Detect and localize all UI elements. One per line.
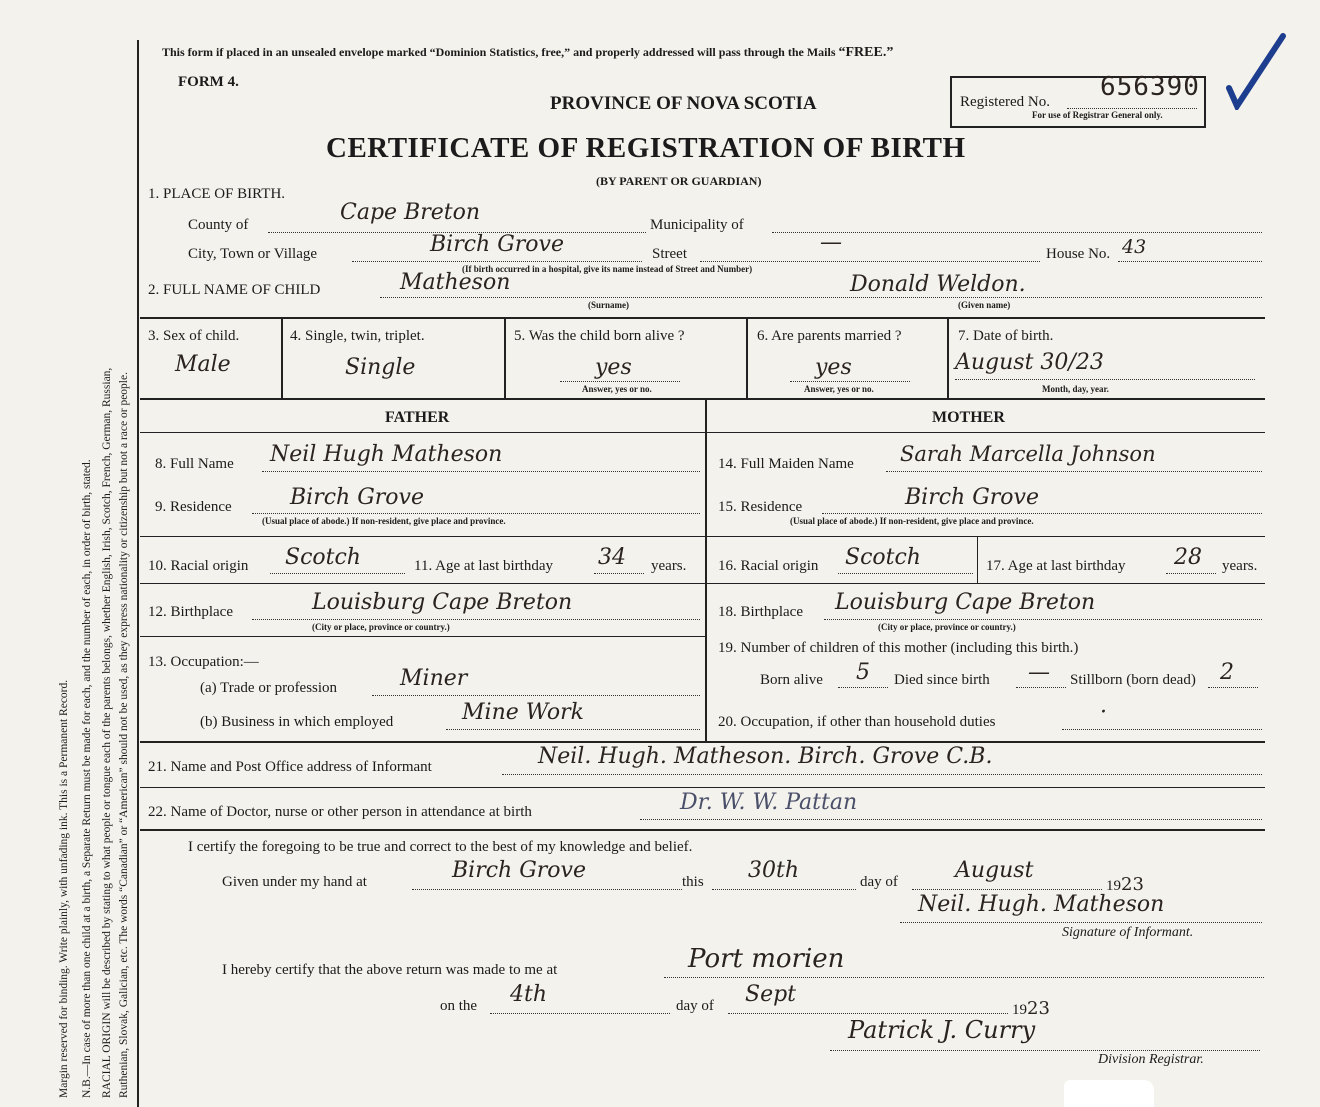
dob-label: 7. Date of birth. <box>958 328 1054 344</box>
stillborn-label: Stillborn (born dead) <box>1070 672 1196 688</box>
mother-residence-label: 15. Residence <box>718 499 803 515</box>
return-label: I hereby certify that the above return was made to me at <box>222 962 558 978</box>
father-birthplace-caption: (City or place, province or country.) <box>312 622 450 632</box>
father-name-value: Neil Hugh Matheson <box>270 442 503 467</box>
child-surname: Matheson <box>400 270 511 295</box>
father-race-value: Scotch <box>285 545 361 570</box>
mother-heading: MOTHER <box>932 409 1005 426</box>
died-since-birth-count: — <box>1028 660 1050 685</box>
day-of-label: day of <box>860 874 898 890</box>
business-value: Mine Work <box>462 700 584 725</box>
sex-value: Male <box>175 352 231 377</box>
province-heading: PROVINCE OF NOVA SCOTIA <box>550 93 817 114</box>
born-alive-label: 5. Was the child born alive ? <box>514 328 685 344</box>
informant-label: 21. Name and Post Office address of Informant <box>148 759 432 775</box>
married-caption: Answer, yes or no. <box>804 384 874 394</box>
mother-age-label: 17. Age at last birthday <box>986 558 1126 574</box>
doctor-value: Dr. W. W. Pattan <box>680 790 858 815</box>
registered-label: Registered No. <box>960 94 1050 110</box>
given-day-value: 30th <box>748 858 800 883</box>
mother-age-years: years. <box>1222 558 1258 574</box>
street-label: Street <box>652 246 687 262</box>
mother-name-value: Sarah Marcella Johnson <box>900 442 1156 466</box>
business-label: (b) Business in which employed <box>200 714 394 730</box>
margin-note-2: N.B.—In case of more than one child at a birth, a Separate Return must be made for each, and the number of each, in order of birth, stated. <box>81 459 93 1098</box>
on-the-label: on the <box>440 998 478 1014</box>
informant-signature-caption: Signature of Informant. <box>1062 925 1194 940</box>
father-heading: FATHER <box>385 409 450 426</box>
born-alive-value: yes <box>595 355 632 380</box>
registered-number: 656390 <box>1100 72 1200 102</box>
father-age-value: 34 <box>598 545 626 570</box>
paper-tear <box>1064 1080 1154 1107</box>
house-value: 43 <box>1122 236 1147 258</box>
born-alive-count-label: Born alive <box>760 672 823 688</box>
trade-label: (a) Trade or profession <box>200 680 338 696</box>
dob-caption: Month, day, year. <box>1042 384 1109 394</box>
mother-residence-caption: (Usual place of abode.) If non-resident, give place and province. <box>790 516 1034 526</box>
father-birthplace-value: Louisburg Cape Breton <box>312 590 573 615</box>
father-name-label: 8. Full Name <box>155 456 234 472</box>
stillborn-count: 2 <box>1220 660 1234 685</box>
born-alive-caption: Answer, yes or no. <box>582 384 652 394</box>
informant-value: Neil. Hugh. Matheson. Birch. Grove C.B. <box>538 744 993 769</box>
return-place-value: Port morien <box>688 944 845 974</box>
return-day-of-label: day of <box>676 998 714 1014</box>
municipality-label: Municipality of <box>650 217 744 233</box>
hospital-note: (If birth occurred in a hospital, give its name instead of Street and Number) <box>462 264 753 274</box>
county-value: Cape Breton <box>340 200 481 225</box>
trade-value: Miner <box>400 666 468 691</box>
mother-race-value: Scotch <box>845 545 921 570</box>
father-age-years: years. <box>651 558 687 574</box>
margin-note-3: RACIAL ORIGIN will be described by stating to what people or tongue each of the parents belongs, whether English, Irish, Scotch, French, German, Russian, <box>101 367 113 1098</box>
registered-number-box <box>950 72 1206 128</box>
street-value: — <box>820 230 842 255</box>
child-given-name: Donald Weldon. <box>850 272 1026 297</box>
given-year: 1923 <box>1106 874 1144 895</box>
mother-age-value: 28 <box>1174 545 1202 570</box>
mother-birthplace-caption: (City or place, province or country.) <box>878 622 1016 632</box>
married-value: yes <box>815 355 852 380</box>
mother-occupation-value: · <box>1100 700 1107 725</box>
given-place-value: Birch Grove <box>452 858 586 883</box>
mother-residence-value: Birch Grove <box>905 485 1039 510</box>
given-month-value: August <box>955 858 1034 883</box>
plurality-label: 4. Single, twin, triplet. <box>290 328 425 344</box>
child-name-label: 2. FULL NAME OF CHILD <box>148 282 321 298</box>
father-birthplace-label: 12. Birthplace <box>148 604 233 620</box>
house-label: House No. <box>1046 246 1111 262</box>
registrar-caption: Division Registrar. <box>1098 1052 1204 1067</box>
father-residence-caption: (Usual place of abode.) If non-resident, give place and province. <box>262 516 506 526</box>
sex-label: 3. Sex of child. <box>148 328 240 344</box>
given-under-label: Given under my hand at <box>222 874 367 890</box>
margin-note-1: Margin reserved for binding. Write plainly, with unfading ink. This is a Permanent Record. <box>58 679 70 1098</box>
born-alive-count: 5 <box>856 660 870 685</box>
return-year: 1923 <box>1012 998 1050 1019</box>
certify-statement: I certify the foregoing to be true and correct to the best of my knowledge and belief. <box>188 839 693 855</box>
mother-race-label: 16. Racial origin <box>718 558 819 574</box>
children-count-label: 19. Number of children of this mother (including this birth.) <box>718 640 1079 656</box>
informant-signature: Neil. Hugh. Matheson <box>918 892 1165 917</box>
check-mark-icon <box>1225 30 1295 110</box>
mother-occupation-label: 20. Occupation, if other than household duties <box>718 714 996 730</box>
city-label: City, Town or Village <box>188 246 318 262</box>
binding-margin <box>0 0 140 1107</box>
father-race-label: 10. Racial origin <box>148 558 249 574</box>
father-residence-value: Birch Grove <box>290 485 424 510</box>
city-value: Birch Grove <box>430 232 564 257</box>
return-month-value: Sept <box>745 982 797 1007</box>
county-label: County of <box>188 217 249 233</box>
certificate-title: CERTIFICATE OF REGISTRATION OF BIRTH <box>326 132 966 164</box>
form-number: FORM 4. <box>178 74 239 90</box>
mother-birthplace-label: 18. Birthplace <box>718 604 803 620</box>
certificate-subtitle: (BY PARENT OR GUARDIAN) <box>596 174 762 188</box>
father-age-label: 11. Age at last birthday <box>414 558 553 574</box>
married-label: 6. Are parents married ? <box>757 328 902 344</box>
this-label: this <box>682 874 704 890</box>
place-heading: 1. PLACE OF BIRTH. <box>148 186 286 202</box>
doctor-label: 22. Name of Doctor, nurse or other person in attendance at birth <box>148 804 532 820</box>
plurality-value: Single <box>345 355 416 380</box>
occupation-label: 13. Occupation:— <box>148 654 259 670</box>
mother-name-label: 14. Full Maiden Name <box>718 456 854 472</box>
dob-value: August 30/23 <box>955 350 1104 375</box>
mother-birthplace-value: Louisburg Cape Breton <box>835 590 1096 615</box>
margin-rule <box>137 40 139 1107</box>
father-residence-label: 9. Residence <box>155 499 232 515</box>
registrar-signature: Patrick J. Curry <box>848 1016 1036 1044</box>
mail-notice: This form if placed in an unsealed envelope marked “Dominion Statistics, free,” and properly addressed will pass through the Mails “FREE.” <box>162 45 894 60</box>
margin-note-4: Ruthenian, Slovak, Galician, etc. The words “Canadian” or “American” should not be used, as they express nationality or citizenship but not a race or people. <box>118 372 130 1098</box>
given-name-caption: (Given name) <box>958 300 1011 310</box>
return-day-value: 4th <box>510 982 548 1007</box>
registrar-note: For use of Registrar General only. <box>1032 110 1163 120</box>
died-since-birth-label: Died since birth <box>894 672 990 688</box>
surname-caption: (Surname) <box>588 300 629 310</box>
